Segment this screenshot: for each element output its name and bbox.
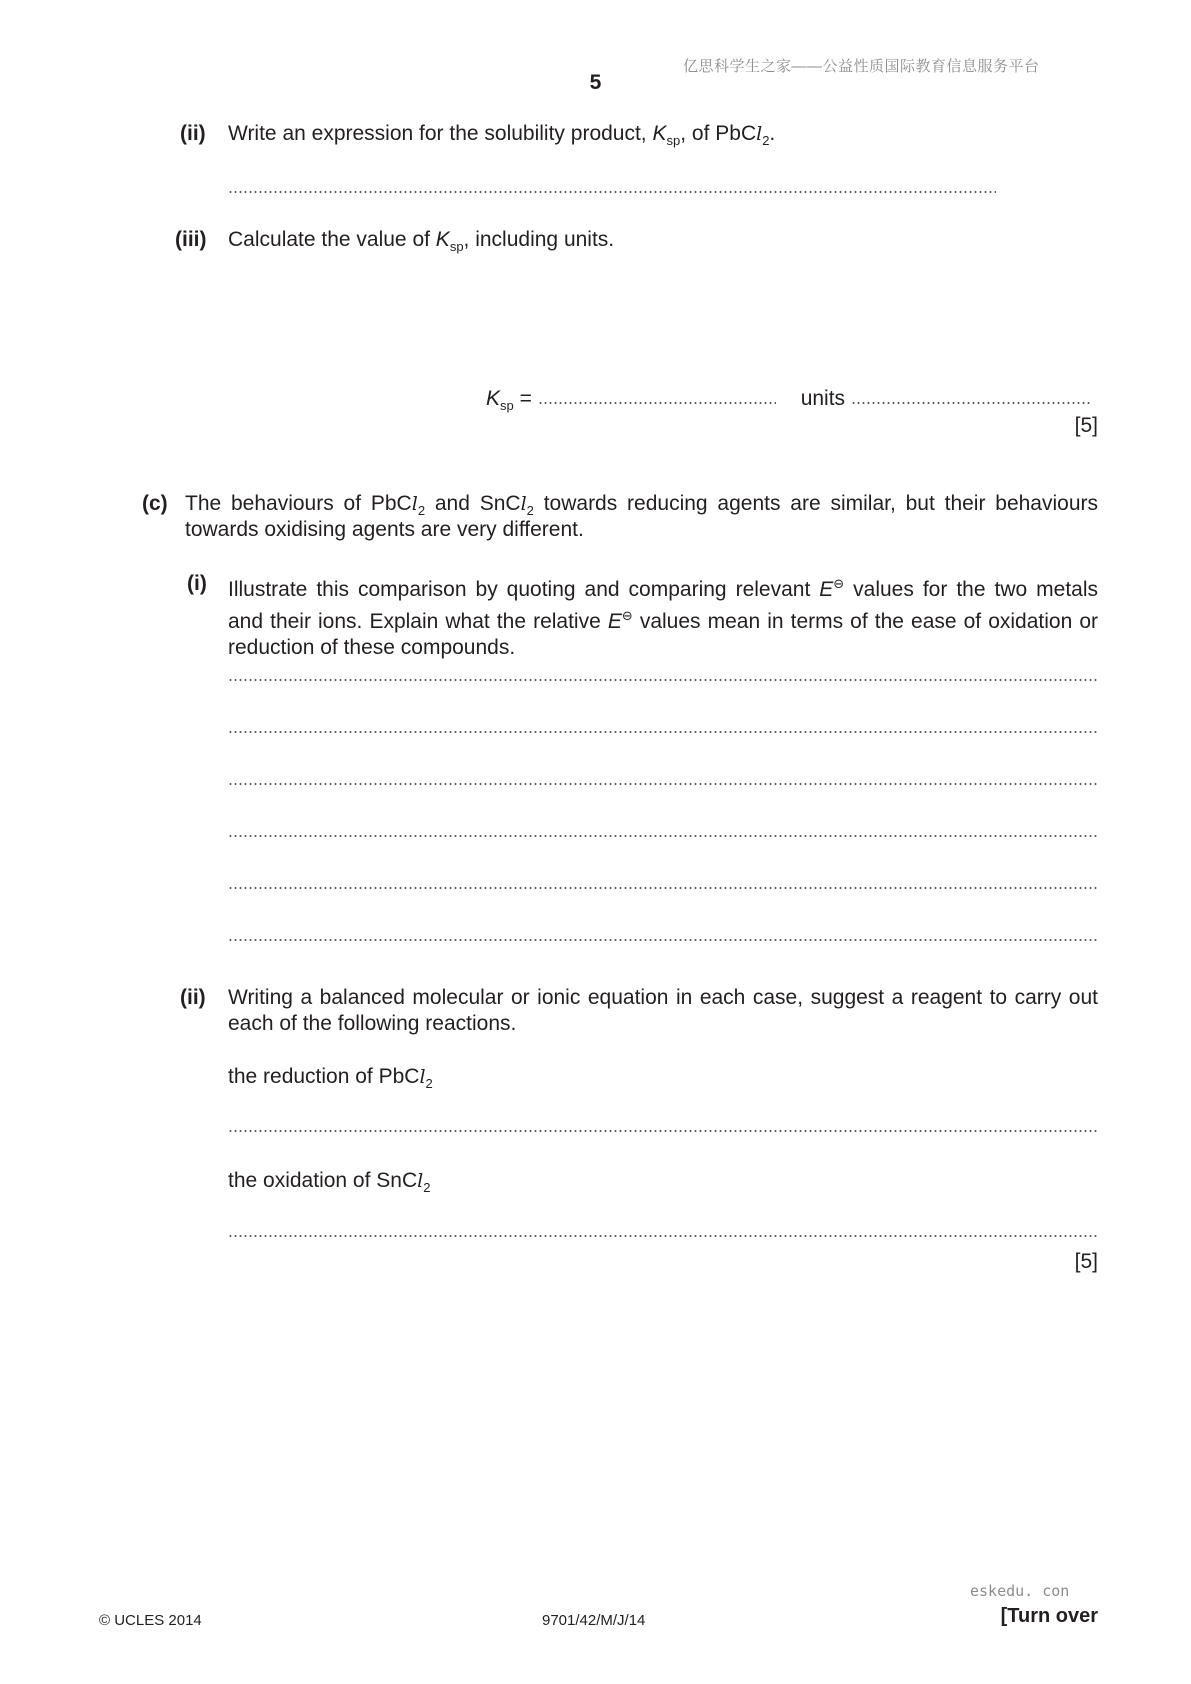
page-number: 5 [589, 71, 602, 94]
answer-line-c-i-3[interactable] [228, 782, 1098, 786]
standard-symbol: ⊖ [621, 608, 633, 623]
question-c-i-text: Illustrate this comparison by quoting and comparing relevant E⊖ values for the two metals and their ions. Explain what the relative E⊖ values mean in terms of the ease of oxidation or reduction of these compounds. [228, 576, 1098, 659]
answer-line-reduction[interactable] [228, 1129, 1098, 1133]
answer-line-c-i-6[interactable] [228, 938, 1098, 942]
question-c-ii-text: Writing a balanced molecular or ionic equation in each case, suggest a reagent to carry out each of the following reactions. [228, 986, 1098, 1035]
ksp-units-field[interactable] [851, 401, 1091, 405]
answer-line-b-ii[interactable] [228, 190, 996, 194]
marks-b: [5] [1074, 414, 1098, 437]
footer-copyright: © UCLES 2014 [99, 1612, 202, 1629]
question-b-iii-text: Calculate the value of $K_{sp}$, including units. [228, 228, 615, 254]
question-c-i-label: (i) [187, 572, 207, 595]
question-b-ii-label: (ii) [180, 122, 206, 145]
units-label: units [800, 387, 851, 410]
answer-line-oxidation[interactable] [228, 1234, 1098, 1238]
ksp-answer-row: $K_{sp}$ = units [486, 386, 1091, 412]
question-c-label: (c) [142, 492, 168, 515]
footer-paper-code: 9701/42/M/J/14 [542, 1612, 646, 1629]
turn-over-label: [Turn over [1000, 1605, 1098, 1627]
answer-line-c-i-1[interactable] [228, 678, 1098, 682]
answer-line-c-i-4[interactable] [228, 834, 1098, 838]
answer-line-c-i-5[interactable] [228, 886, 1098, 890]
question-b-iii-label: (iii) [175, 228, 207, 251]
answer-line-c-i-2[interactable] [228, 730, 1098, 734]
standard-symbol: ⊖ [833, 576, 845, 591]
question-b-ii-text: Write an expression for the solubility product, $K_{sp}$, of PbCl$_2$. [228, 122, 776, 148]
reduction-prompt: the reduction of PbCl$_2$ [228, 1065, 433, 1091]
ksp-value-field[interactable] [538, 401, 776, 405]
footer-watermark: eskedu. con [970, 1582, 1070, 1600]
ksp-symbol: K [486, 387, 501, 410]
question-c-text: The behaviours of PbCl$_2$ and SnCl$_2$ towards reducing agents are similar, but their behaviours towards oxidising agents are very different. [185, 492, 1099, 541]
header-watermark: 亿思科学生之家——公益性质国际教育信息服务平台 [683, 58, 1040, 75]
question-c-ii-label: (ii) [180, 986, 206, 1009]
oxidation-prompt: the oxidation of SnCl$_2$ [228, 1169, 431, 1195]
marks-c: [5] [1074, 1250, 1098, 1273]
